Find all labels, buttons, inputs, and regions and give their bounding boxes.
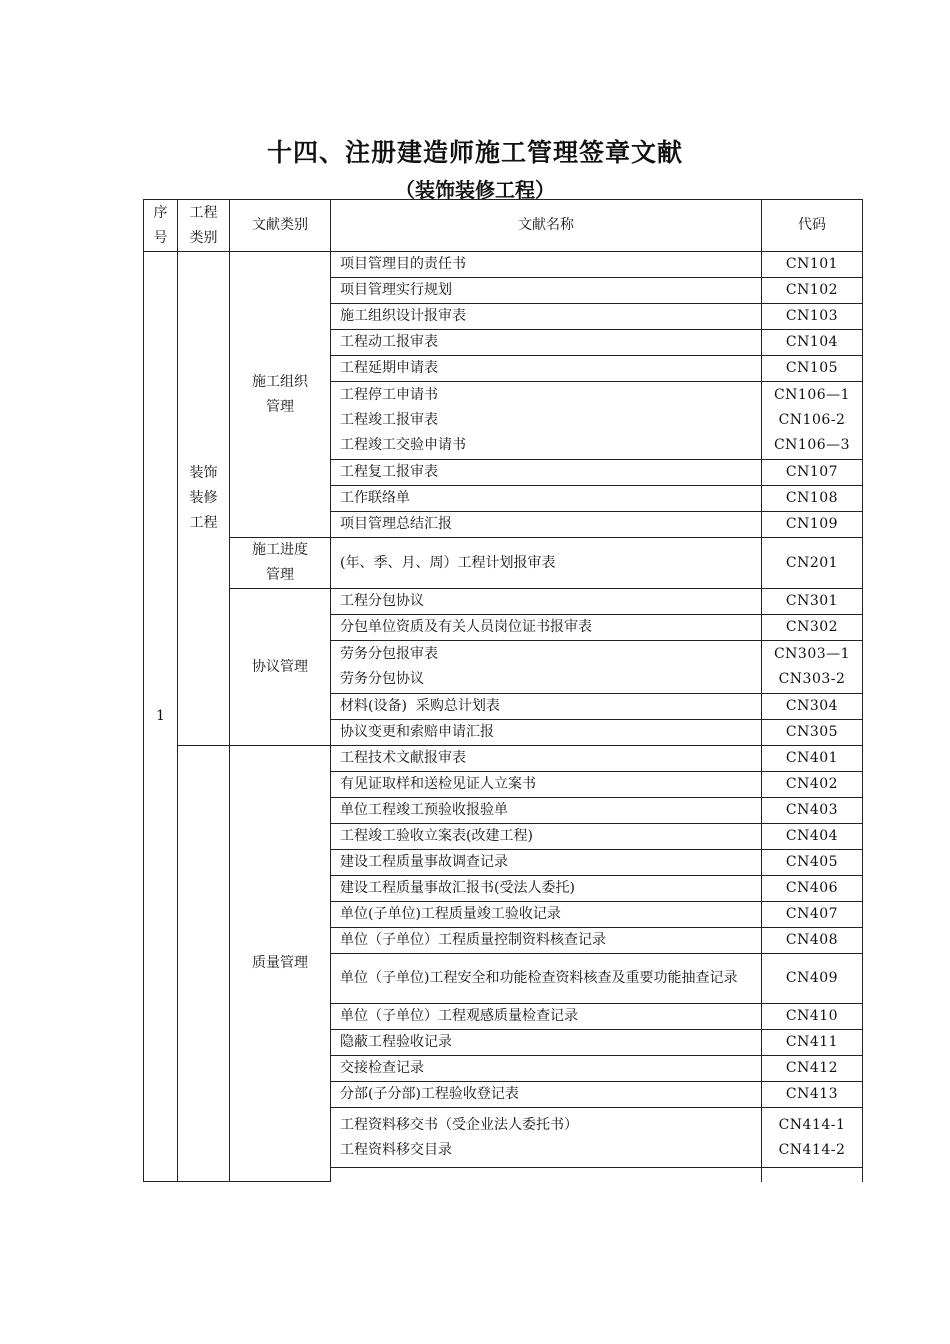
table-row: [144, 589, 863, 615]
document-table: [143, 199, 863, 1182]
document-name: 单位（子单位）工程观感质量检查记录: [331, 1004, 762, 1030]
header-seq: [144, 200, 178, 252]
document-name: [331, 1108, 762, 1168]
header-type-line2: 类别: [189, 229, 218, 246]
document-code-line: CN303-2: [778, 671, 846, 687]
document-name: 单位工程竣工预验收报验单: [331, 798, 762, 824]
document-code: CN103: [762, 304, 863, 330]
document-code: CN402: [762, 772, 863, 798]
category-line2: 管理: [266, 567, 294, 583]
document-name: [331, 1168, 762, 1182]
document-name: 项目管理总结汇报: [331, 512, 762, 538]
document-code: CN409: [762, 954, 863, 1004]
document-code: CN201: [762, 538, 863, 589]
document-code: CN408: [762, 928, 863, 954]
document-name-line: 工程资料移交目录: [340, 1141, 452, 1158]
header-code: 代码: [762, 200, 863, 252]
document-code: [762, 1108, 863, 1168]
document-name: 工程分包协议: [331, 589, 762, 615]
document-code: [762, 382, 863, 460]
seq-cell: 1: [144, 252, 178, 1182]
header-seq-line2: 号: [153, 229, 168, 246]
document-name: 分包单位资质及有关人员岗位证书报审表: [331, 615, 762, 641]
document-code: CN107: [762, 460, 863, 486]
document-name: 交接检查记录: [331, 1056, 762, 1082]
category-contract: 协议管理: [230, 589, 331, 746]
header-project-type: [178, 200, 230, 252]
table-row: [144, 746, 863, 772]
document-code-line: CN414-1: [778, 1116, 846, 1133]
document-code: CN305: [762, 720, 863, 746]
document-code: [762, 1168, 863, 1182]
document-name: 单位（子单位)工程安全和功能检查资料核查及重要功能抽查记录: [331, 954, 762, 1004]
document-name: 项目管理实行规划: [331, 278, 762, 304]
category-line1: 施工组织: [252, 373, 308, 390]
document-name: 单位(子单位)工程质量竣工验收记录: [331, 902, 762, 928]
document-code-line: CN106—3: [773, 437, 851, 453]
header-seq-line1: 序: [153, 204, 168, 221]
document-code: CN108: [762, 486, 863, 512]
document-code: CN304: [762, 694, 863, 720]
document-code: CN405: [762, 850, 863, 876]
document-code: CN102: [762, 278, 863, 304]
document-code: CN109: [762, 512, 863, 538]
category-quality: 质量管理: [230, 746, 331, 1182]
document-name-line: 工程资料移交书（受企业法人委托书）: [340, 1116, 578, 1133]
document-name: 工程复工报审表: [331, 460, 762, 486]
document-code: CN105: [762, 356, 863, 382]
category-schedule: [230, 538, 331, 589]
document-name: 分部(子分部)工程验收登记表: [331, 1082, 762, 1108]
document-code-line: CN106—1: [773, 387, 851, 403]
project-type-cell-continued: [178, 746, 230, 1182]
document-name-line: 劳务分包协议: [340, 671, 424, 687]
document-code: CN301: [762, 589, 863, 615]
document-name: 隐蔽工程验收记录: [331, 1030, 762, 1056]
category-line2: 管理: [266, 398, 294, 415]
document-name-line: 劳务分包报审表: [340, 646, 438, 662]
document-code: [762, 641, 863, 694]
document-code: CN404: [762, 824, 863, 850]
document-name: 建设工程质量事故调查记录: [331, 850, 762, 876]
document-name: [331, 382, 762, 460]
document-name: 施工组织设计报审表: [331, 304, 762, 330]
document-name: 建设工程质量事故汇报书(受法人委托): [331, 876, 762, 902]
document-name: 工程竣工验收立案表(改建工程): [331, 824, 762, 850]
document-name: [331, 641, 762, 694]
category-construction-org: [230, 252, 331, 538]
document-name: 工程技术文献报审表: [331, 746, 762, 772]
table-header-row: [144, 200, 863, 252]
document-code-line: CN106-2: [778, 412, 846, 428]
header-type-line1: 工程: [189, 204, 218, 221]
document-name: 协议变更和索赔申请汇报: [331, 720, 762, 746]
document-code: CN302: [762, 615, 863, 641]
project-type-cell: [178, 252, 230, 746]
document-subtitle: （装饰装修工程）: [395, 178, 555, 202]
document-name-line: 工程停工申请书: [340, 387, 438, 403]
category-line1: 施工进度: [252, 542, 308, 558]
document-code: CN104: [762, 330, 863, 356]
document-name: 工作联络单: [331, 486, 762, 512]
table-row: [144, 252, 863, 278]
project-type-line1: 装饰: [189, 465, 218, 481]
header-name: 文献名称: [331, 200, 762, 252]
document-code: CN410: [762, 1004, 863, 1030]
document-code: CN101: [762, 252, 863, 278]
document-name: 工程动工报审表: [331, 330, 762, 356]
document-name: 单位（子单位）工程质量控制资料核查记录: [331, 928, 762, 954]
document-code: CN406: [762, 876, 863, 902]
document-code: CN413: [762, 1082, 863, 1108]
document-code: CN403: [762, 798, 863, 824]
document-code-line: CN414-2: [778, 1141, 846, 1158]
project-type-line3: 工程: [189, 515, 218, 531]
document-name: 工程延期申请表: [331, 356, 762, 382]
table-row: [144, 538, 863, 589]
header-category: 文献类别: [230, 200, 331, 252]
document-code-line: CN303—1: [773, 646, 851, 662]
document-name: 项目管理目的责任书: [331, 252, 762, 278]
document-code: CN407: [762, 902, 863, 928]
document-name: 材料(设备) 采购总计划表: [331, 694, 762, 720]
document-code: CN412: [762, 1056, 863, 1082]
document-title: 十四、注册建造师施工管理签章文献: [266, 138, 683, 167]
document-code: CN411: [762, 1030, 863, 1056]
document-name: 有见证取样和送检见证人立案书: [331, 772, 762, 798]
document-name-line: 工程竣工报审表: [340, 412, 438, 428]
project-type-line2: 装修: [189, 490, 218, 506]
document-name: (年、季、月、周）工程计划报审表: [331, 538, 762, 589]
document-name-line: 工程竣工交验申请书: [340, 437, 466, 453]
document-code: CN401: [762, 746, 863, 772]
